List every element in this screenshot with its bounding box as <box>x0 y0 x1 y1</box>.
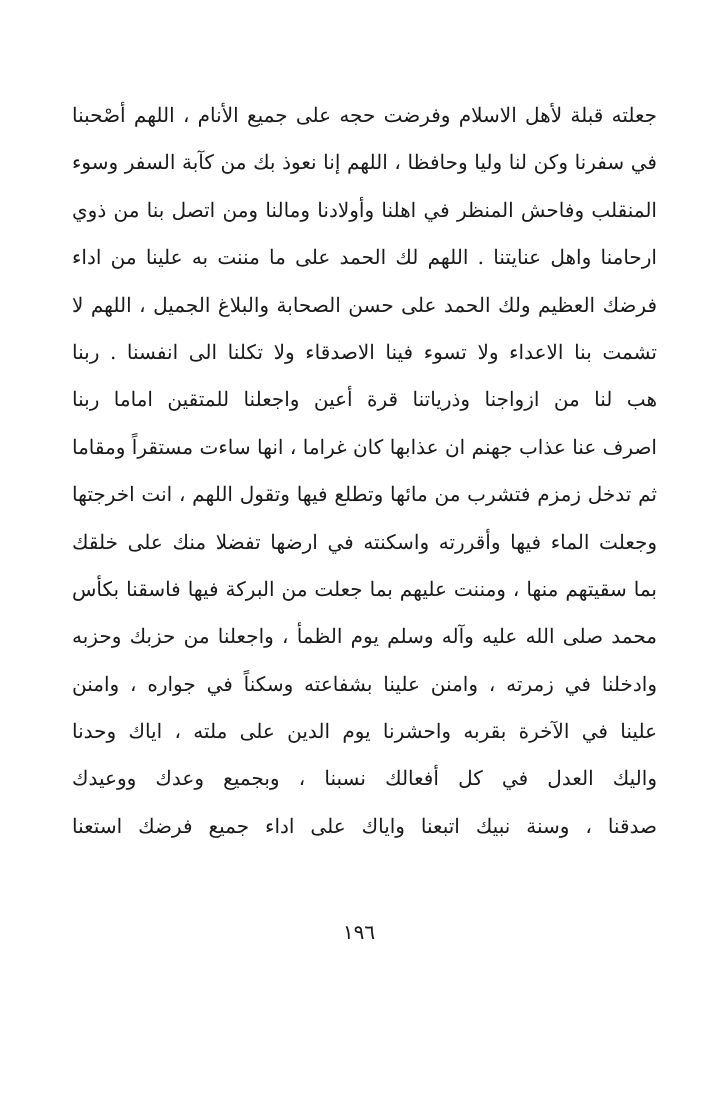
text-line: ارحامنا واهل عنايتنا . اللهم لك الحمد على ما مننت به علينا من اداء <box>72 245 657 270</box>
text-line: تشمت بنا الاعداء ولا تسوء فينا الاصدقاء ولا تكلنا الى انفسنا . ربنا <box>72 339 657 364</box>
text-line: ثم تدخل زمزم فتشرب من مائها وتطلع فيها وتقول اللهم ، انت اخرجتها <box>72 482 657 507</box>
text-line: بما سقيتهم منها ، ومننت عليهم بما جعلت من البركة فيها فاسقنا بكأس <box>72 576 657 601</box>
text-line: فرضك العظيم ولك الحمد على حسن الصحابة والبلاغ الجميل ، اللهم لا <box>72 292 657 317</box>
body-text <box>72 92 657 850</box>
text-line: هب لنا من ازواجنا وذرياتنا قرة أعين واجعلنا للمتقين اماما ربنا <box>72 387 657 412</box>
text-line: وادخلنا في زمرته ، وامنن علينا بشفاعته وسكناً في جواره ، وامنن <box>72 671 657 696</box>
text-line: وجعلت الماء فيها وأقررته واسكنته في ارضها تفضلا منك على خلقك <box>72 529 657 554</box>
text-line: واليك العدل في كل أفعالك نسبنا ، وبجميع وعدك ووعيدك <box>72 766 657 791</box>
text-line: جعلته قبلة لأهل الاسلام وفرضت حجه على جميع الأنام ، اللهم أصْحبنا <box>72 103 657 127</box>
text-line: اصرف عنا عذاب جهنم ان عذابها كان غراما ، انها ساءت مستقراً ومقاما <box>72 434 657 459</box>
text-line: في سفرنا وكن لنا وليا وحافظا ، اللهم إنا نعوذ بك من كآبة السفر وسوء <box>72 150 657 175</box>
text-line: المنقلب وفاحش المنظر في اهلنا وأولادنا ومالنا ومن اتصل بنا من ذوي <box>72 197 657 222</box>
text-line: علينا في الآخرة بقربه واحشرنا يوم الدين على ملته ، اياك وحدنا <box>72 719 657 744</box>
page-number: ١٩٦ <box>342 920 376 944</box>
text-line: محمد صلى الله عليه وآله وسلم يوم الظمأ ، واجعلنا من حزبك وحزبه <box>72 624 657 649</box>
text-line: صدقنا ، وسنة نبيك اتبعنا واياك على اداء جميع فرضك استعنا <box>72 813 657 838</box>
